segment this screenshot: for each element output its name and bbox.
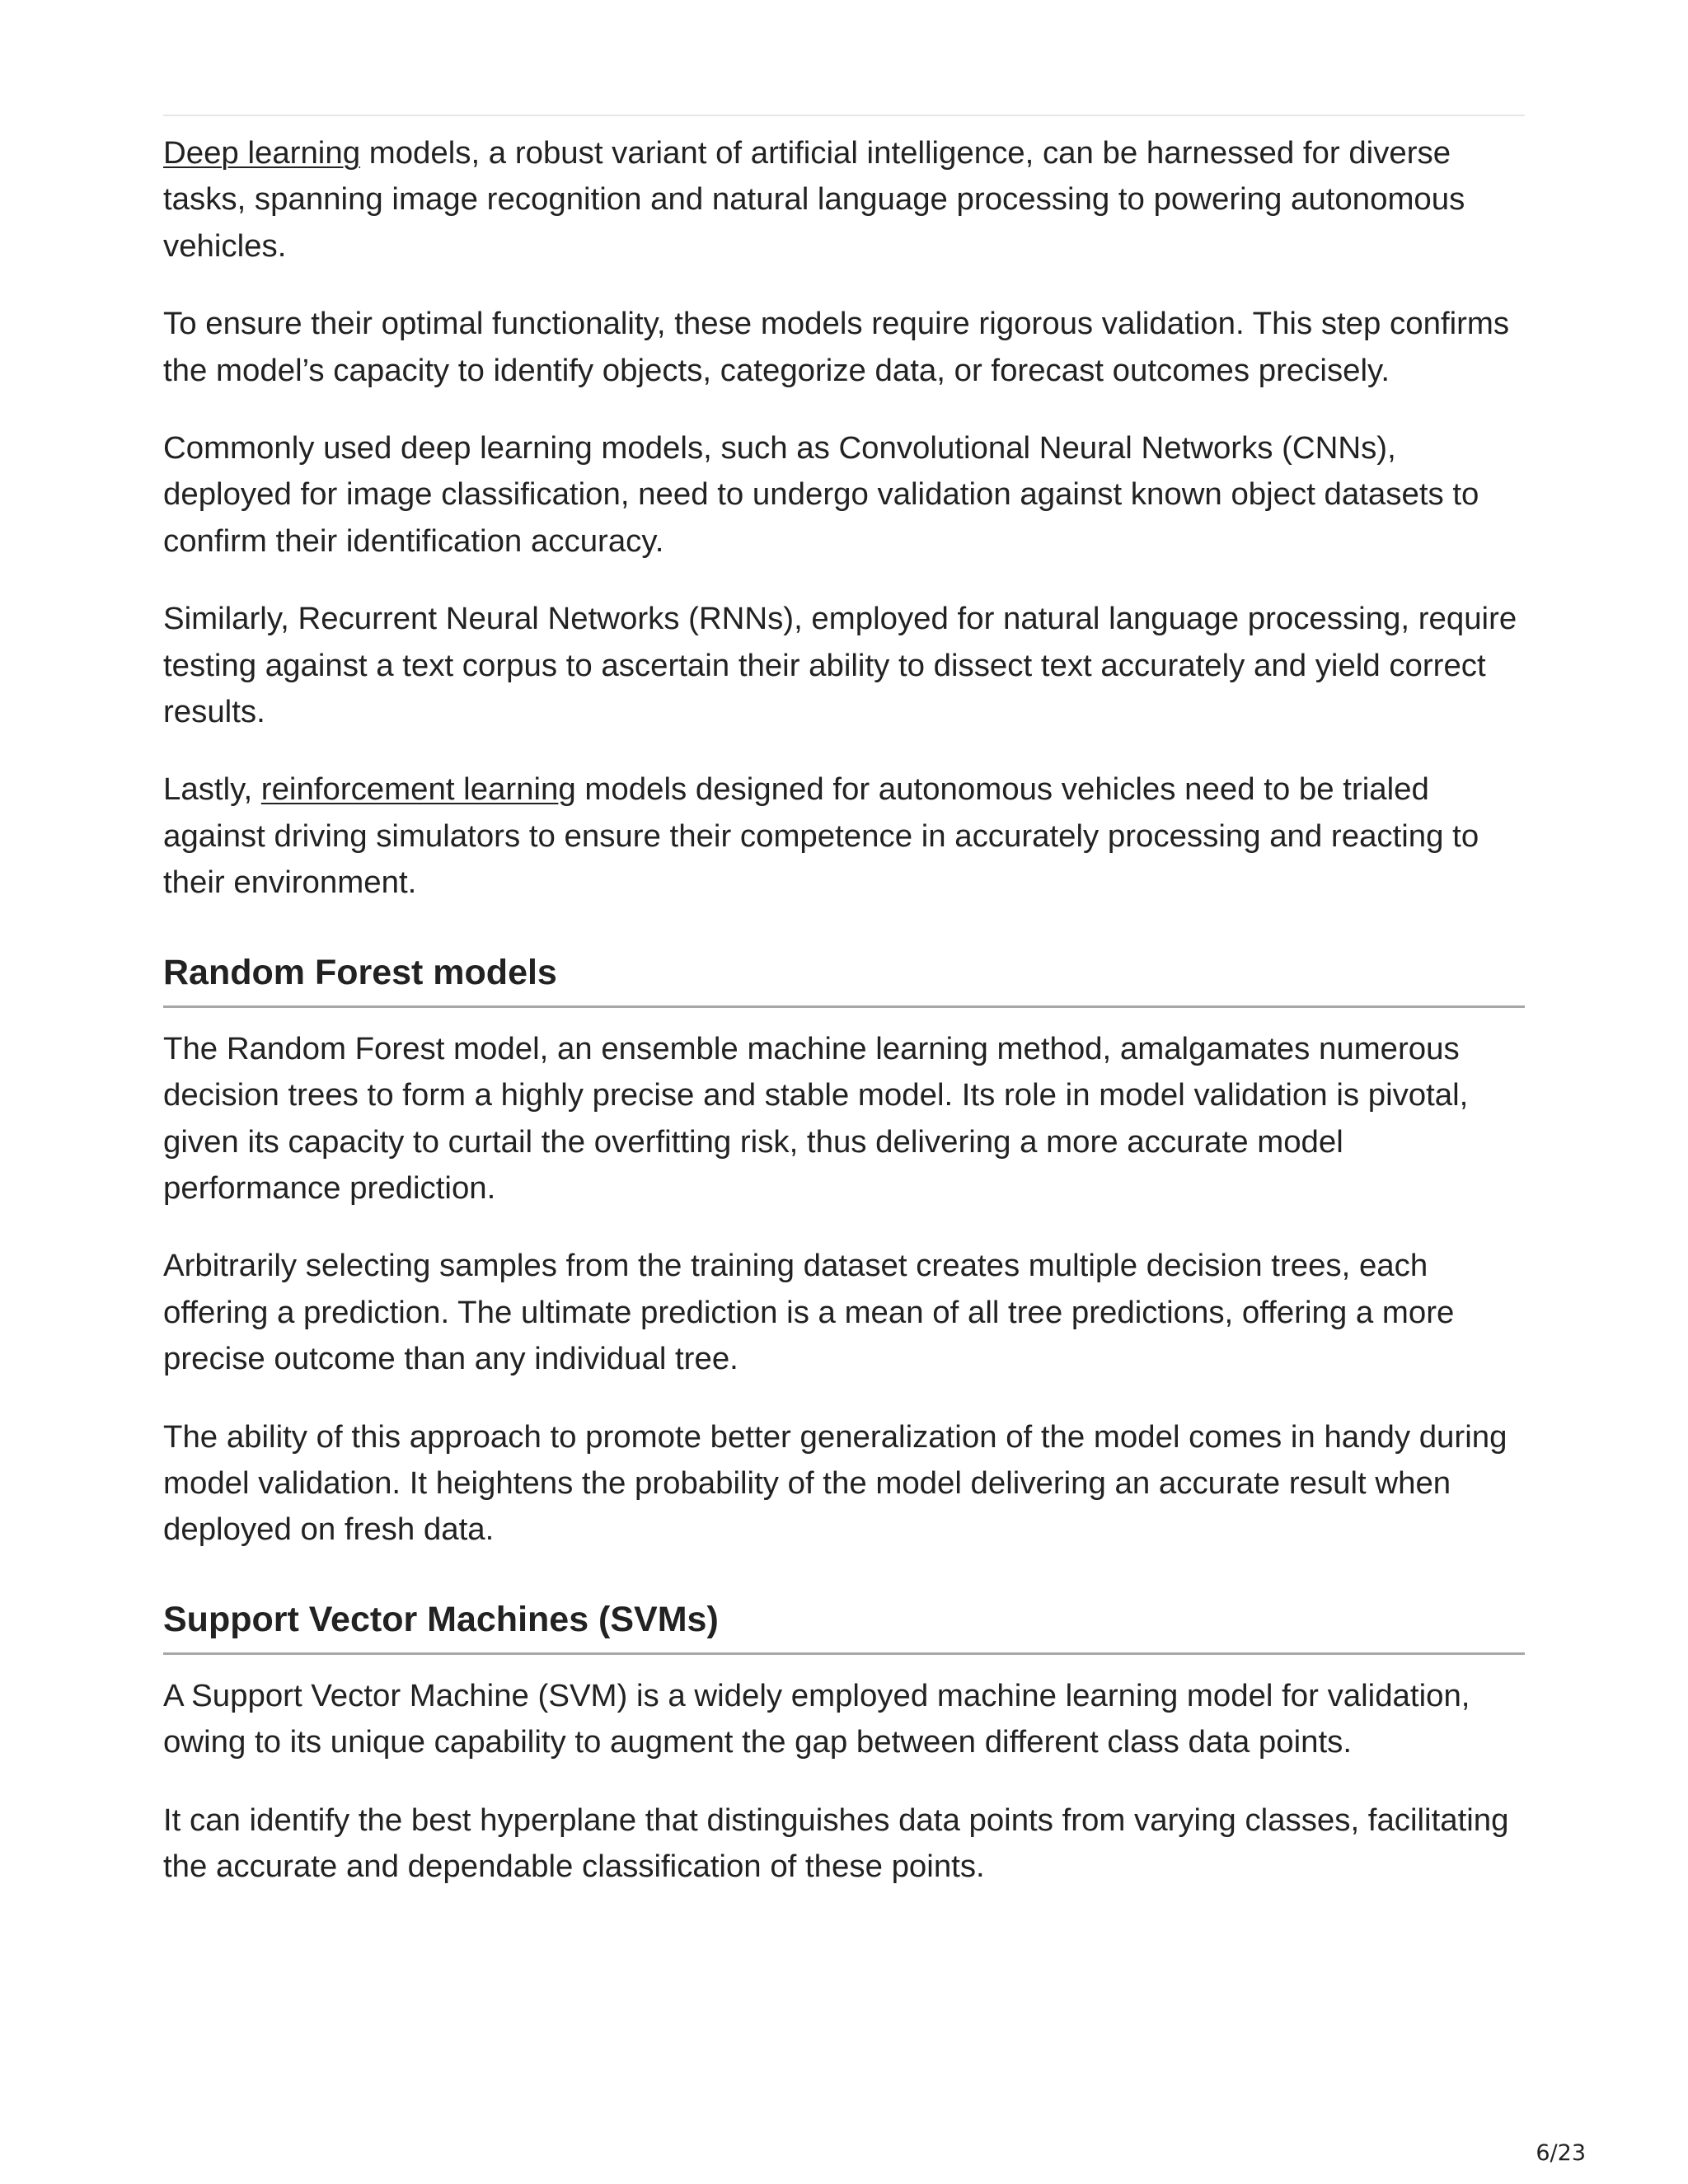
paragraph-svm-hyperplane: It can identify the best hyperplane that distinguishes data points from varying classes, facilitating the accurate and dependable classification of these points. — [163, 1802, 1509, 1884]
paragraph-deep-learning — [163, 130, 1525, 269]
paragraph-validation: To ensure their optimal functionality, these models require rigorous validation. This step confirms the model’s capacity to identify objects, categorize data, or forecast outcomes precisely. — [163, 306, 1510, 388]
paragraph-random-forest-intro: The Random Forest model, an ensemble machine learning method, amalgamates numerous decision trees to form a highly precise and stable model. Its role in model validation is pivotal, given its capacity to curtail the overfitting risk, thus delivering a more accurate model performance prediction. — [163, 1030, 1469, 1206]
paragraph-prefix: Lastly, — [163, 771, 261, 808]
paragraph-rnn: Similarly, Recurrent Neural Networks (RNNs), employed for natural language processing, require testing against a text corpus to ascertain their ability to dissect text accurately and yield correct results. — [163, 601, 1517, 730]
paragraph-random-forest-generalization: The ability of this approach to promote better generalization of the model comes in handy during model validation. It heightens the probability of the model delivering an accurate result when deployed on fresh data. — [163, 1418, 1507, 1548]
paragraph-random-forest-sampling: Arbitrarily selecting samples from the training dataset creates multiple decision trees, each offering a prediction. The ultimate prediction is a mean of all tree predictions, offering a more precise outcome than any individual tree. — [163, 1248, 1455, 1377]
paragraph-cnn: Commonly used deep learning models, such as Convolutional Neural Networks (CNNs), deployed for image classification, need to undergo validation against known object datasets to confirm their identification accuracy. — [163, 430, 1479, 559]
heading-random-forest: Random Forest models — [163, 951, 1525, 1008]
heading-svm: Support Vector Machines (SVMs) — [163, 1598, 1525, 1655]
article-body — [163, 130, 1525, 1921]
reinforcement-learning-link[interactable]: reinforcement learnin — [260, 771, 559, 808]
paragraph-reinforcement — [163, 766, 1525, 906]
top-divider — [163, 115, 1525, 116]
paragraph-text: models, a robust variant of artificial intelligence, can be harnessed for diverse tasks, spanning image recognition and natural language processing to powering autonomous vehicles. — [163, 135, 1465, 264]
page-number: 6/23 — [1536, 2140, 1586, 2166]
deep-learning-link[interactable]: Deep learning — [163, 135, 361, 171]
paragraph-svm-intro: A Support Vector Machine (SVM) is a widely employed machine learning model for validation, owing to its unique capability to augment the gap between different class data points. — [163, 1677, 1470, 1760]
paragraph-text: g models designed for autonomous vehicles need to be trialed against driving simulators to ensure their competence in accurately processing and reacting to their environment. — [163, 771, 1479, 901]
